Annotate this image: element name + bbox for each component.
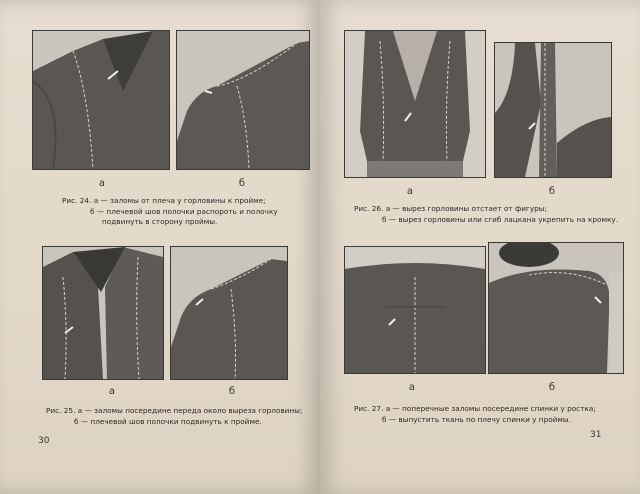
- fig24a-photo: [32, 30, 170, 170]
- page-number-left: 30: [38, 436, 50, 446]
- fig25a-photo: [42, 246, 164, 380]
- fig25-caption-line2: б — плечевой шов полочки подвинуть к пройме.: [74, 416, 262, 426]
- fig26b-label: б: [548, 186, 556, 197]
- fig27-caption-line2: б — выпустить ткань по плечу спинки у проймы.: [382, 414, 572, 424]
- fig24-caption: [62, 196, 278, 228]
- fig25b-label: б: [228, 386, 236, 397]
- fig25-caption: [46, 406, 302, 427]
- fig27a-photo: [344, 246, 486, 374]
- fig26-caption-line1: Рис. 26. а — вырез горловины отстает от фигуры;: [354, 204, 547, 213]
- right-page: [320, 0, 640, 494]
- fig24-caption-line2: б — плечевой шов полочки распороть и полочку: [90, 206, 278, 216]
- fig24a-label: а: [98, 178, 106, 189]
- fig27a-label: а: [408, 382, 416, 393]
- fig26a-photo: [344, 30, 486, 178]
- fig26b-photo: [494, 42, 612, 178]
- fig24b-label: б: [238, 178, 246, 189]
- fig27b-photo: [488, 242, 624, 374]
- fig25a-label: а: [108, 386, 116, 397]
- fig27-caption: [354, 404, 596, 425]
- fig27-caption-line1: Рис. 27. а — поперечные заломы посередине спинки у ростка;: [354, 404, 596, 413]
- fig27b-label: б: [548, 382, 556, 393]
- fig24-caption-line1: Рис. 24. а — заломы от плеча у горловины к пройме;: [62, 196, 266, 205]
- fig26a-label: а: [406, 186, 414, 197]
- fig24-caption-line3: подвинуть в сторону проймы.: [102, 217, 218, 226]
- fig24b-photo: [176, 30, 310, 170]
- fig26-caption: [354, 204, 618, 225]
- fig26-caption-line2: б — вырез горловины или сгиб лацкана укрепить на кромку.: [382, 214, 619, 224]
- fig25-caption-line1: Рис. 25. а — заломы посередине переда около выреза горловины;: [46, 406, 303, 415]
- page-number-right: 31: [590, 430, 602, 440]
- fig25b-photo: [170, 246, 288, 380]
